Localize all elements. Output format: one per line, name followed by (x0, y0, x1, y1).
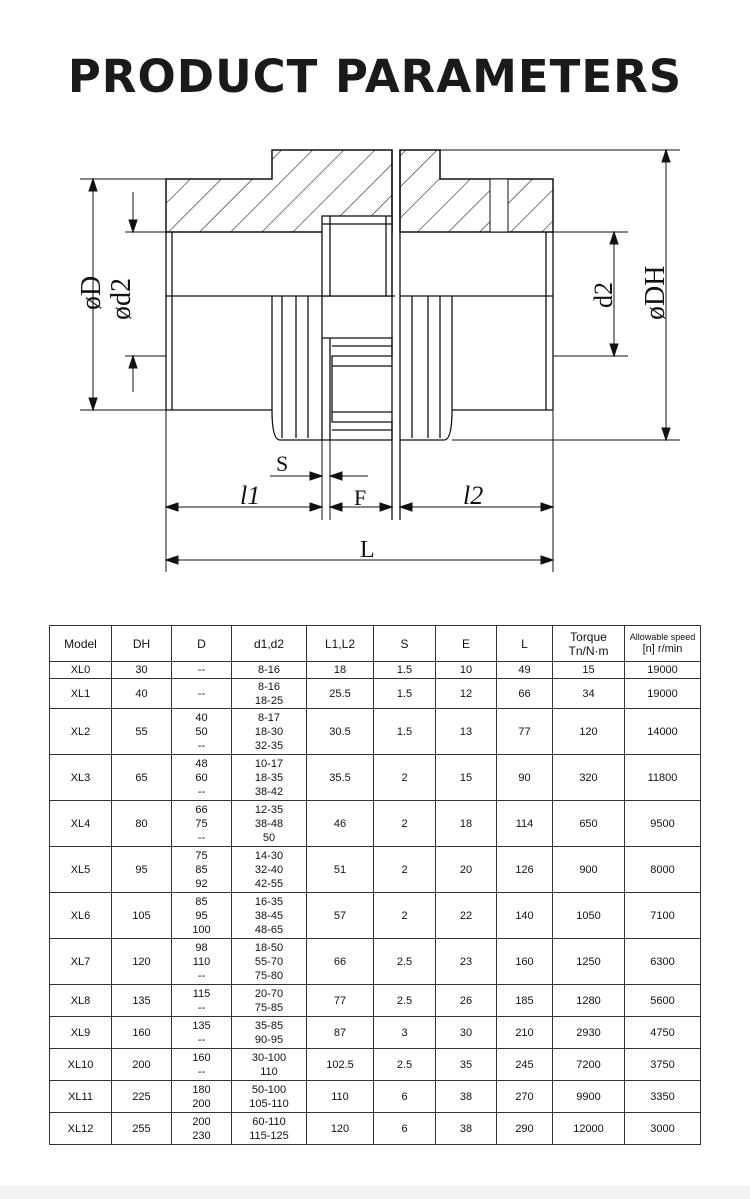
cell-e: 13 (436, 709, 497, 755)
cell-e: 15 (436, 755, 497, 801)
header-s: S (374, 626, 436, 662)
cell-d1d2: 18-50 55-70 75-80 (232, 939, 307, 985)
cell-e: 22 (436, 893, 497, 939)
label-l1: l1 (240, 481, 261, 510)
cell-d1d2: 60-110 115-125 (232, 1113, 307, 1145)
label-s: S (276, 451, 289, 476)
cell-e: 26 (436, 985, 497, 1017)
cell-s: 1.5 (374, 679, 436, 709)
table-row (50, 893, 701, 939)
header-l1l2: L1,L2 (307, 626, 374, 662)
cell-model: XL5 (50, 847, 112, 893)
table-row (50, 662, 701, 679)
cell-d1d2: 20-70 75-85 (232, 985, 307, 1017)
table-row (50, 1113, 701, 1145)
table-row (50, 709, 701, 755)
label-d2-right: d2 (589, 282, 618, 308)
cell-dh: 255 (112, 1113, 172, 1145)
cell-model: XL10 (50, 1049, 112, 1081)
cell-l: 140 (497, 893, 553, 939)
header-torque-line2: Tn/N·m (568, 643, 609, 658)
cell-model: XL2 (50, 709, 112, 755)
header-speed-line1: Allowable speed (629, 631, 696, 642)
cell-d: 180 200 (172, 1081, 232, 1113)
cell-l: 290 (497, 1113, 553, 1145)
cell-d1d2: 50-100 105-110 (232, 1081, 307, 1113)
cell-speed: 8000 (625, 847, 701, 893)
cell-model: XL9 (50, 1017, 112, 1049)
cell-s: 1.5 (374, 662, 436, 679)
label-l2: l2 (463, 481, 484, 510)
table-row (50, 847, 701, 893)
cell-l1l2: 51 (307, 847, 374, 893)
cell-model: XL1 (50, 679, 112, 709)
cell-l: 66 (497, 679, 553, 709)
cell-s: 2.5 (374, 1049, 436, 1081)
cell-s: 2 (374, 755, 436, 801)
cell-torque: 9900 (553, 1081, 625, 1113)
cell-e: 35 (436, 1049, 497, 1081)
page-title: PRODUCT PARAMETERS (67, 50, 683, 103)
coupling-technical-drawing (0, 120, 750, 590)
cell-speed: 9500 (625, 801, 701, 847)
cell-l: 270 (497, 1081, 553, 1113)
cell-e: 38 (436, 1081, 497, 1113)
header-dh: DH (112, 626, 172, 662)
cell-l1l2: 18 (307, 662, 374, 679)
cell-torque: 650 (553, 801, 625, 847)
cell-speed: 6300 (625, 939, 701, 985)
cell-l1l2: 77 (307, 985, 374, 1017)
cell-torque: 1280 (553, 985, 625, 1017)
cell-d1d2: 35-85 90-95 (232, 1017, 307, 1049)
cell-s: 6 (374, 1081, 436, 1113)
table-row (50, 1049, 701, 1081)
cell-d: 75 85 92 (172, 847, 232, 893)
cell-torque: 1050 (553, 893, 625, 939)
cell-model: XL6 (50, 893, 112, 939)
header-d1d2: d1,d2 (232, 626, 307, 662)
cell-d1d2: 10-17 18-35 38-42 (232, 755, 307, 801)
cell-e: 23 (436, 939, 497, 985)
right-hub-section (400, 150, 553, 232)
cell-e: 18 (436, 801, 497, 847)
table-row (50, 1081, 701, 1113)
cell-l: 114 (497, 801, 553, 847)
label-phi-d2: ød2 (106, 278, 137, 320)
cell-dh: 225 (112, 1081, 172, 1113)
cell-speed: 19000 (625, 662, 701, 679)
cell-l: 90 (497, 755, 553, 801)
cell-torque: 1250 (553, 939, 625, 985)
cell-torque: 7200 (553, 1049, 625, 1081)
cell-l: 126 (497, 847, 553, 893)
cell-speed: 7100 (625, 893, 701, 939)
cell-e: 30 (436, 1017, 497, 1049)
header-model: Model (50, 626, 112, 662)
table-row (50, 801, 701, 847)
cell-e: 12 (436, 679, 497, 709)
cell-torque: 15 (553, 662, 625, 679)
cell-speed: 11800 (625, 755, 701, 801)
cell-e: 10 (436, 662, 497, 679)
cell-torque: 120 (553, 709, 625, 755)
cell-torque: 320 (553, 755, 625, 801)
cell-l: 77 (497, 709, 553, 755)
cell-speed: 19000 (625, 679, 701, 709)
cell-speed: 4750 (625, 1017, 701, 1049)
cell-l: 210 (497, 1017, 553, 1049)
cell-l: 160 (497, 939, 553, 985)
cell-s: 2.5 (374, 985, 436, 1017)
cell-d1d2: 8-16 18-25 (232, 679, 307, 709)
cell-dh: 55 (112, 709, 172, 755)
right-hub-outline (400, 232, 553, 440)
cell-l1l2: 30.5 (307, 709, 374, 755)
cell-d1d2: 8-17 18-30 32-35 (232, 709, 307, 755)
cell-l: 245 (497, 1049, 553, 1081)
cell-d1d2: 14-30 32-40 42-55 (232, 847, 307, 893)
cell-l1l2: 87 (307, 1017, 374, 1049)
cell-model: XL4 (50, 801, 112, 847)
header-speed-line2: [n] r/min (642, 642, 683, 655)
cell-torque: 2930 (553, 1017, 625, 1049)
cell-l1l2: 25.5 (307, 679, 374, 709)
table-row (50, 679, 701, 709)
cell-model: XL7 (50, 939, 112, 985)
cell-d: 85 95 100 (172, 893, 232, 939)
cell-s: 2 (374, 801, 436, 847)
bottom-divider (0, 1186, 750, 1199)
cell-speed: 3000 (625, 1113, 701, 1145)
cell-dh: 80 (112, 801, 172, 847)
cell-d: 115 -- (172, 985, 232, 1017)
cell-model: XL11 (50, 1081, 112, 1113)
cell-d: 160 -- (172, 1049, 232, 1081)
cell-dh: 200 (112, 1049, 172, 1081)
cell-d: 200 230 (172, 1113, 232, 1145)
cell-d1d2: 12-35 38-48 50 (232, 801, 307, 847)
cell-d: 98 110 -- (172, 939, 232, 985)
cell-e: 20 (436, 847, 497, 893)
cell-d: 40 50 -- (172, 709, 232, 755)
cell-l1l2: 102.5 (307, 1049, 374, 1081)
cell-model: XL0 (50, 662, 112, 679)
cell-d1d2: 8-16 (232, 662, 307, 679)
parameters-table (49, 625, 701, 1145)
cell-d: -- (172, 679, 232, 709)
cell-dh: 160 (112, 1017, 172, 1049)
cell-l1l2: 35.5 (307, 755, 374, 801)
label-phi-d: øD (76, 275, 107, 310)
header-l: L (497, 626, 553, 662)
cell-d: 66 75 -- (172, 801, 232, 847)
cell-speed: 3750 (625, 1049, 701, 1081)
table-row (50, 939, 701, 985)
label-phi-dh: øDH (640, 265, 671, 320)
cell-d: -- (172, 662, 232, 679)
header-d: D (172, 626, 232, 662)
cell-speed: 3350 (625, 1081, 701, 1113)
cell-dh: 135 (112, 985, 172, 1017)
cell-d: 48 60 -- (172, 755, 232, 801)
cell-l1l2: 120 (307, 1113, 374, 1145)
cell-dh: 30 (112, 662, 172, 679)
cell-dh: 105 (112, 893, 172, 939)
table-row (50, 755, 701, 801)
cell-dh: 120 (112, 939, 172, 985)
cell-model: XL12 (50, 1113, 112, 1145)
cell-torque: 900 (553, 847, 625, 893)
cell-torque: 12000 (553, 1113, 625, 1145)
cell-s: 1.5 (374, 709, 436, 755)
header-speed (625, 626, 701, 662)
cell-e: 38 (436, 1113, 497, 1145)
cell-l1l2: 110 (307, 1081, 374, 1113)
label-l-total: L (360, 537, 375, 563)
cell-s: 2 (374, 893, 436, 939)
cell-speed: 14000 (625, 709, 701, 755)
cell-dh: 40 (112, 679, 172, 709)
header-e: E (436, 626, 497, 662)
table-row (50, 1017, 701, 1049)
cell-s: 2.5 (374, 939, 436, 985)
cell-l: 49 (497, 662, 553, 679)
cell-d1d2: 30-100 110 (232, 1049, 307, 1081)
cell-l: 185 (497, 985, 553, 1017)
cell-torque: 34 (553, 679, 625, 709)
cell-d1d2: 16-35 38-45 48-65 (232, 893, 307, 939)
cell-d: 135 -- (172, 1017, 232, 1049)
cell-l1l2: 46 (307, 801, 374, 847)
cell-dh: 95 (112, 847, 172, 893)
cell-l1l2: 57 (307, 893, 374, 939)
cell-s: 6 (374, 1113, 436, 1145)
cell-s: 2 (374, 847, 436, 893)
table-header-row (50, 626, 701, 662)
table-row (50, 985, 701, 1017)
cell-model: XL3 (50, 755, 112, 801)
cell-dh: 65 (112, 755, 172, 801)
header-torque (553, 626, 625, 662)
label-f: F (354, 485, 367, 510)
header-torque-line1: Torque (570, 629, 607, 644)
cell-speed: 5600 (625, 985, 701, 1017)
cell-model: XL8 (50, 985, 112, 1017)
cell-l1l2: 66 (307, 939, 374, 985)
cell-s: 3 (374, 1017, 436, 1049)
